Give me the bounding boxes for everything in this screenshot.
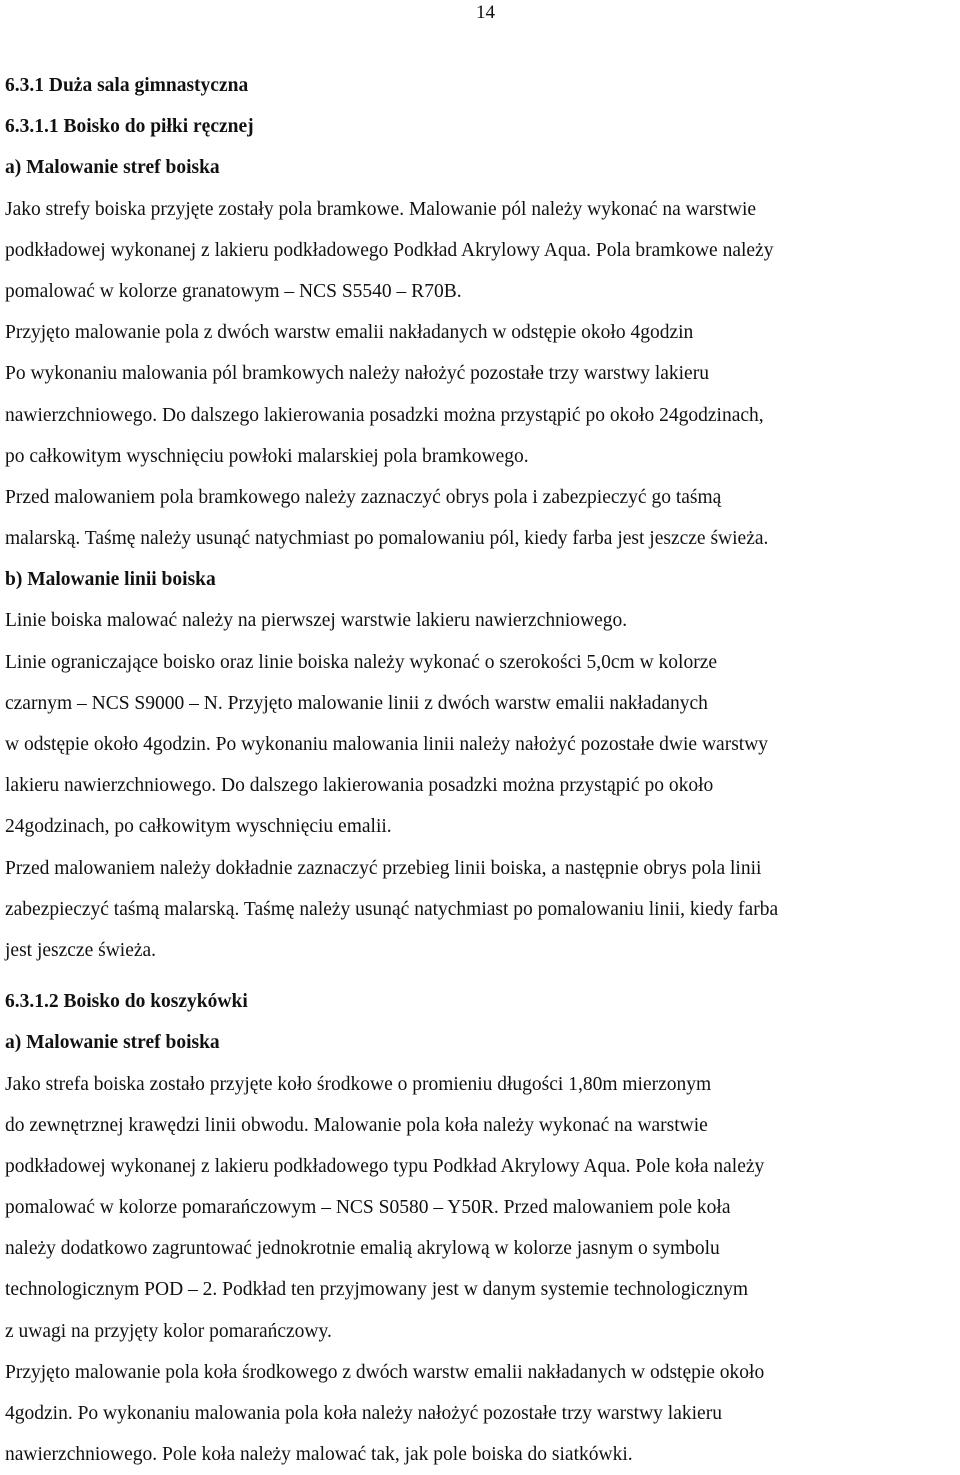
paragraph-line: pomalować w kolorze granatowym – NCS S5540 – R70B. xyxy=(5,280,462,302)
paragraph-line: Przyjęto malowanie pola z dwóch warstw emalii nakładanych w odstępie około 4godzin xyxy=(5,322,694,344)
paragraph-line: malarską. Taśmę należy usunąć natychmiast po pomalowaniu pól, kiedy farba jest jeszcze świeża. xyxy=(5,528,769,550)
section-heading: a) Malowanie stref boiska xyxy=(5,157,220,179)
section-spacer xyxy=(5,971,960,981)
paragraph-line: 4godzin. Po wykonaniu malowania pola koła należy nałożyć pozostałe trzy warstwy lakieru xyxy=(5,1403,722,1424)
section-heading: 6.3.1 Duża sala gimnastyczna xyxy=(5,75,249,96)
paragraph-line: do zewnętrznej krawędzi linii obwodu. Malowanie pola koła należy wykonać na warstwie xyxy=(5,1114,708,1136)
paragraph-line: Jako strefy boiska przyjęte zostały pola bramkowe. Malowanie pól należy wykonać na warstwie xyxy=(5,198,757,220)
paragraph-line: Przyjęto malowanie pola koła środkowego z dwóch warstw emalii nakładanych w odstępie około xyxy=(5,1361,765,1383)
paragraph-line: Jako strefa boiska zostało przyjęte koło środkowe o promieniu długości 1,80m mierzonym xyxy=(5,1073,712,1095)
paragraph-line: po całkowitym wyschnięciu powłoki malarskiej pola bramkowego. xyxy=(5,445,529,467)
paragraph-line: Linie boiska malować należy na pierwszej warstwie lakieru nawierzchniowego. xyxy=(5,610,628,632)
section-heading: 6.3.1.1 Boisko do piłki ręcznej xyxy=(5,116,254,138)
paragraph-line: Po wykonaniu malowania pól bramkowych należy nałożyć pozostałe trzy warstwy lakieru xyxy=(5,363,709,385)
section-heading: 6.3.1.2 Boisko do koszykówki xyxy=(5,991,248,1013)
paragraph-line: jest jeszcze świeża. xyxy=(5,939,157,961)
section-heading: a) Malowanie stref boiska xyxy=(5,1032,220,1054)
paragraph-line: Przed malowaniem pola bramkowego należy zaznaczyć obrys pola i zabezpieczyć go taśmą xyxy=(5,486,722,508)
section-heading: b) Malowanie linii boiska xyxy=(5,569,216,591)
paragraph-line: Linie ograniczające boisko oraz linie boiska należy wykonać o szerokości 5,0cm w kolorze xyxy=(5,651,718,673)
paragraph-line: Przed malowaniem należy dokładnie zaznaczyć przebieg linii boiska, a następnie obrys pola linii xyxy=(5,857,762,879)
paragraph-line: technologicznym POD – 2. Podkład ten przyjmowany jest w danym systemie technologicznym xyxy=(5,1279,749,1301)
paragraph-line: czarnym – NCS S9000 – N. Przyjęto malowanie linii z dwóch warstw emalii nakładanych xyxy=(5,692,708,714)
paragraph-line: nawierzchniowego. Do dalszego lakierowania posadzki można przystąpić po około 24godzinach, xyxy=(5,404,764,426)
paragraph-line: 24godzinach, po całkowitym wyschnięciu emalii. xyxy=(5,816,392,838)
paragraph-line: pomalować w kolorze pomarańczowym – NCS S0580 – Y50R. Przed malowaniem pole koła xyxy=(5,1197,731,1219)
paragraph-line: podkładowej wykonanej z lakieru podkładowego Podkład Akrylowy Aqua. Pola bramkowe należy xyxy=(5,239,774,261)
paragraph-line: podkładowej wykonanej z lakieru podkładowego typu Podkład Akrylowy Aqua. Pole koła należy xyxy=(5,1155,765,1177)
document-body xyxy=(5,65,960,1475)
paragraph-line: nawierzchniowego. Pole koła należy malować tak, jak pole boiska do siatkówki. xyxy=(5,1444,633,1466)
paragraph-line: lakieru nawierzchniowego. Do dalszego lakierowania posadzki można przystąpić po około xyxy=(5,775,714,797)
paragraph-line: w odstępie około 4godzin. Po wykonaniu malowania linii należy nałożyć pozostałe dwie warstwy xyxy=(5,734,769,755)
page-number: 14 xyxy=(476,2,495,23)
paragraph-line: z uwagi na przyjęty kolor pomarańczowy. xyxy=(5,1320,332,1342)
paragraph-line: zabezpieczyć taśmą malarską. Taśmę należy usunąć natychmiast po pomalowaniu linii, kiedy farba xyxy=(5,898,779,920)
paragraph-line: należy dodatkowo zagruntować jednokrotnie emalią akrylową w kolorze jasnym o symbolu xyxy=(5,1238,720,1260)
